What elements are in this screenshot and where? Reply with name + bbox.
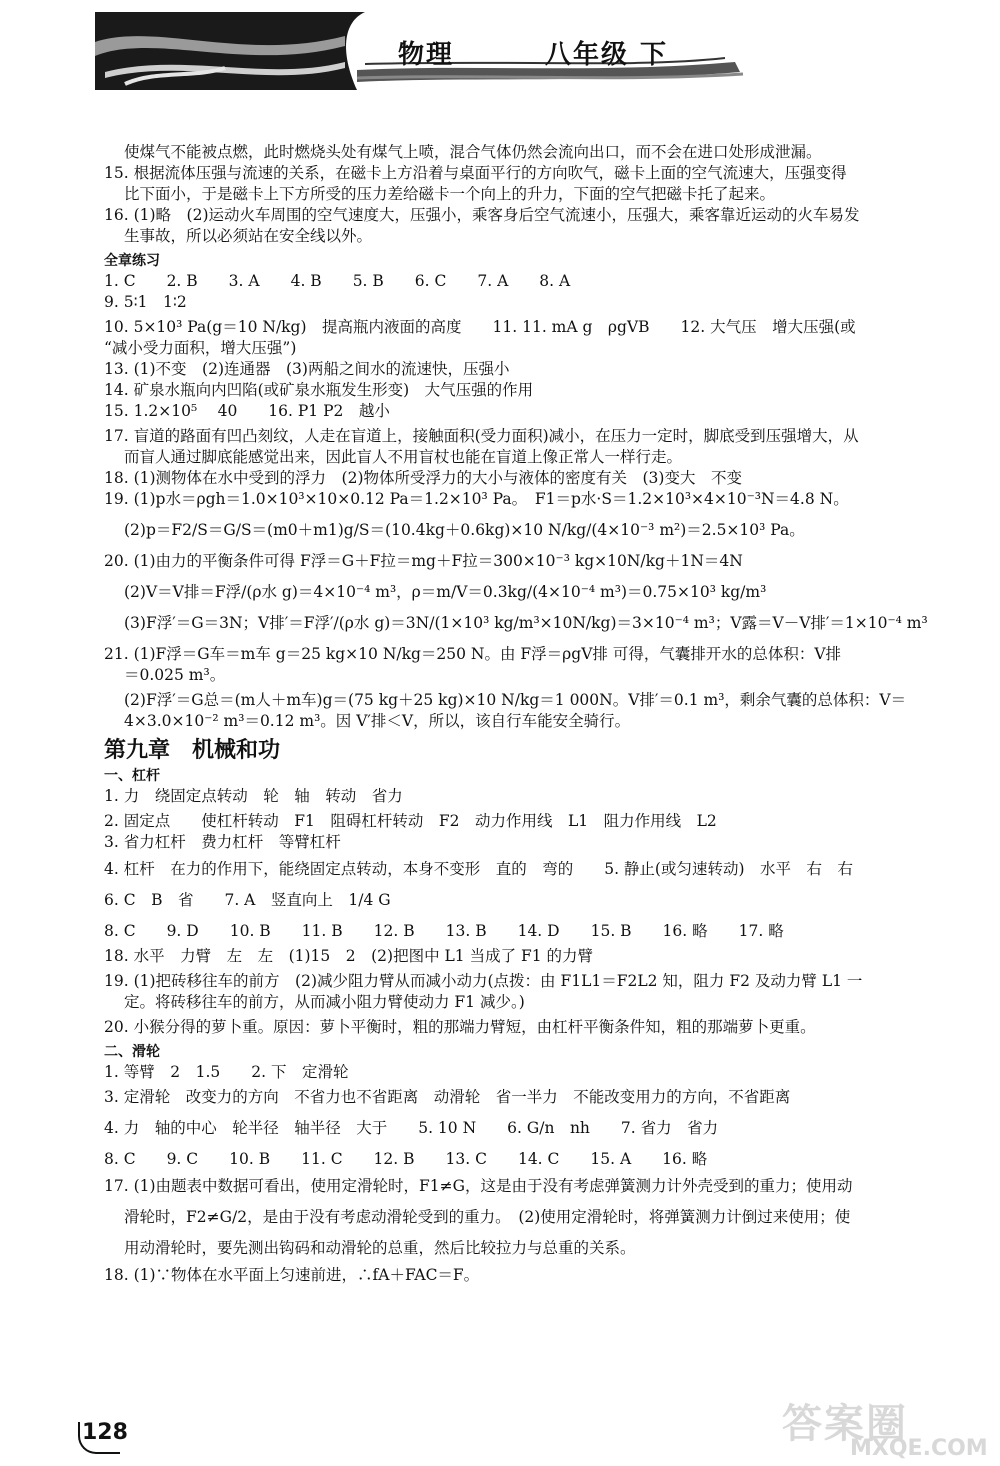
answer-line: 8. C 9. D 10. B 11. B 12. B 13. B 14. D 15. B 16. 略 17. 略 — [104, 922, 784, 940]
answer-line: 10. 5×10³ Pa(g＝10 N/kg) 提高瓶内液面的高度 11. 11. mA g ρgVB 12. 大气压 增大压强(或 — [104, 318, 856, 336]
watermark-logo-text: 答案圈 — [782, 1401, 908, 1447]
section-heading-pulley: 二、滑轮 — [104, 1044, 160, 1060]
page-number-text: 128 — [82, 1420, 128, 1445]
section-heading-chapter-review: 全章练习 — [104, 253, 160, 269]
answer-line: 生事故，所以必须站在安全线以外。 — [124, 227, 373, 245]
answer-line: 8. C 9. C 10. B 11. C 12. B 13. C 14. C 15. A 16. 略 — [104, 1150, 708, 1168]
answer-line: 滑轮时，F2≠G/2，是由于没有考虑动滑轮受到的重力。 (2)使用定滑轮时，将弹簧测力计倒过来使用；使 — [124, 1208, 851, 1226]
answer-line: 20. 小猴分得的萝卜重。原因：萝卜平衡时，粗的那端力臂短，由杠杆平衡条件知，粗的那端萝卜更重。 — [104, 1018, 816, 1036]
header-subject: 物理 — [398, 40, 455, 70]
answer-line: 用动滑轮时，要先测出钩码和动滑轮的总重，然后比较拉力与总重的关系。 — [124, 1239, 636, 1257]
answer-line: 定。将砖移往车的前方，从而减小阻力臂使动力 F1 减少。) — [124, 993, 525, 1011]
answer-line: (2)F浮′＝G总＝(m人＋m车)g＝(75 kg＋25 kg)×10 N/kg＝1 000N。V排′＝0.1 m³，剩余气囊的总体积：V＝ — [124, 691, 907, 709]
answer-line: “减小受力面积，增大压强”) — [104, 339, 297, 357]
answer-line: 1. C 2. B 3. A 4. B 5. B 6. C 7. A 8. A — [104, 272, 571, 290]
answer-line: 3. 定滑轮 改变力的方向 不省力也不省距离 动滑轮 省一半力 不能改变用力的方向，不省距离 — [104, 1088, 791, 1106]
answer-line: 4. 杠杆 在力的作用下，能绕固定点转动，本身不变形 直的 弯的 5. 静止(或匀速转动) 水平 右 右 — [104, 860, 854, 878]
section-heading-lever: 一、杠杆 — [104, 768, 160, 784]
answer-line: 比下面小，于是磁卡上下方所受的压力差给磁卡一个向上的升力，下面的空气把磁卡托了起来。 — [124, 185, 776, 203]
answer-line: 4×3.0×10⁻² m³＝0.12 m³。因 V′排＜V，所以，该自行车能安全骑行。 — [124, 712, 631, 730]
answer-line: 15. 1.2×10⁵ 40 16. P1 P2 越小 — [104, 402, 390, 420]
answer-content — [104, 142, 944, 1286]
answer-line: 18. 水平 力臂 左 左 (1)15 2 (2)把图中 L1 当成了 F1 的力臂 — [104, 947, 594, 965]
answer-line: 使煤气不能被点燃，此时燃烧头处有煤气上喷，混合气体仍然会流向出口，而不会在进口处形成泄漏。 — [124, 143, 822, 161]
answer-line: 20. (1)由力的平衡条件可得 F浮＝G＋F拉＝mg＋F拉＝300×10⁻³ kg×10N/kg＋1N＝4N — [104, 552, 743, 570]
answer-line: 18. (1)测物体在水中受到的浮力 (2)物体所受浮力的大小与液体的密度有关 (3)变大 不变 — [104, 469, 742, 487]
answer-line: 17. (1)由题表中数据可看出，使用定滑轮时，F1≠G，这是由于没有考虑弹簧测力计外壳受到的重力；使用动 — [104, 1177, 853, 1195]
answer-line: 2. 固定点 使杠杆转动 F1 阻碍杠杆转动 F2 动力作用线 L1 阻力作用线 L2 — [104, 812, 717, 830]
watermark-site: MXQE.COM — [850, 1436, 988, 1461]
answer-line: 6. C B 省 7. A 竖直向上 1/4 G — [104, 891, 391, 909]
answer-line: 3. 省力杠杆 费力杠杆 等臂杠杆 — [104, 833, 341, 851]
page-number-arc — [78, 1422, 120, 1454]
answer-line: 15. 根据流体压强与流速的关系，在磁卡上方沿着与桌面平行的方向吹气，磁卡上面的空气流速大，压强变得 — [104, 164, 847, 182]
answer-line: 21. (1)F浮＝G车＝m车 g＝25 kg×10 N/kg＝250 N。由 F浮＝ρgV排 可得，气囊排开水的总体积：V排 — [104, 645, 842, 663]
answer-line: 18. (1)∵物体在水平面上匀速前进，∴fA＋FAC＝F。 — [104, 1266, 480, 1284]
header-grade: 八年级 下 — [545, 40, 669, 70]
answer-line: 14. 矿泉水瓶向内凹陷(或矿泉水瓶发生形变) 大气压强的作用 — [104, 381, 534, 399]
answer-line: 1. 力 绕固定点转动 轮 轴 转动 省力 — [104, 787, 403, 805]
answer-line: 17. 盲道的路面有凹凸刻纹，人走在盲道上，接触面积(受力面积)减小，在压力一定时，脚底受到压强增大，从 — [104, 427, 859, 445]
answer-line: 13. (1)不变 (2)连通器 (3)两船之间水的流速快，压强小 — [104, 360, 510, 378]
answer-line: 9. 5∶1 1∶2 — [104, 293, 187, 311]
watermark — [770, 1392, 995, 1462]
answer-line: ＝0.025 m³。 — [124, 666, 226, 684]
answer-line: 19. (1)把砖移往车的前方 (2)减少阻力臂从而减小动力(点拨：由 F1L1＝F2L2 知，阻力 F2 及动力臂 L1 一 — [104, 972, 863, 990]
answer-line: (2)V＝V排＝F浮/(ρ水 g)＝4×10⁻⁴ m³，ρ＝m/V＝0.3kg/(4×10⁻⁴ m³)＝0.75×10³ kg/m³ — [124, 583, 767, 601]
answer-line: 16. (1)略 (2)运动火车周围的空气速度大，压强小，乘客身后空气流速小，压强大，乘客靠近运动的火车易发 — [104, 206, 860, 224]
page-number — [82, 1420, 128, 1445]
answer-line: (3)F浮′＝G＝3N；V排′＝F浮′/(ρ水 g)＝3N/(1×10³ kg/m³×10N/kg)＝3×10⁻⁴ m³；V露＝V－V排′＝1×10⁻⁴ m³ — [124, 614, 928, 632]
answer-line: 1. 等臂 2 1.5 2. 下 定滑轮 — [104, 1063, 349, 1081]
answer-line: 4. 力 轴的中心 轮半径 轴半径 大于 5. 10 N 6. G/n nh 7. 省力 省力 — [104, 1119, 719, 1137]
answer-line: 19. (1)p水＝ρgh＝1.0×10³×10×0.12 Pa＝1.2×10³ Pa。 F1＝p水·S＝1.2×10³×4×10⁻³N＝4.8 N。 — [104, 490, 849, 508]
answer-line: (2)p＝F2/S＝G/S＝(m0＋m1)g/S＝(10.4kg＋0.6kg)×10 N/kg/(4×10⁻³ m²)＝2.5×10³ Pa。 — [124, 521, 805, 539]
chapter-title: 第九章 机械和功 — [104, 738, 281, 763]
answer-line: 而盲人通过脚底能感觉出来，因此盲人不用盲杖也能在盲道上像正常人一样行走。 — [124, 448, 683, 466]
